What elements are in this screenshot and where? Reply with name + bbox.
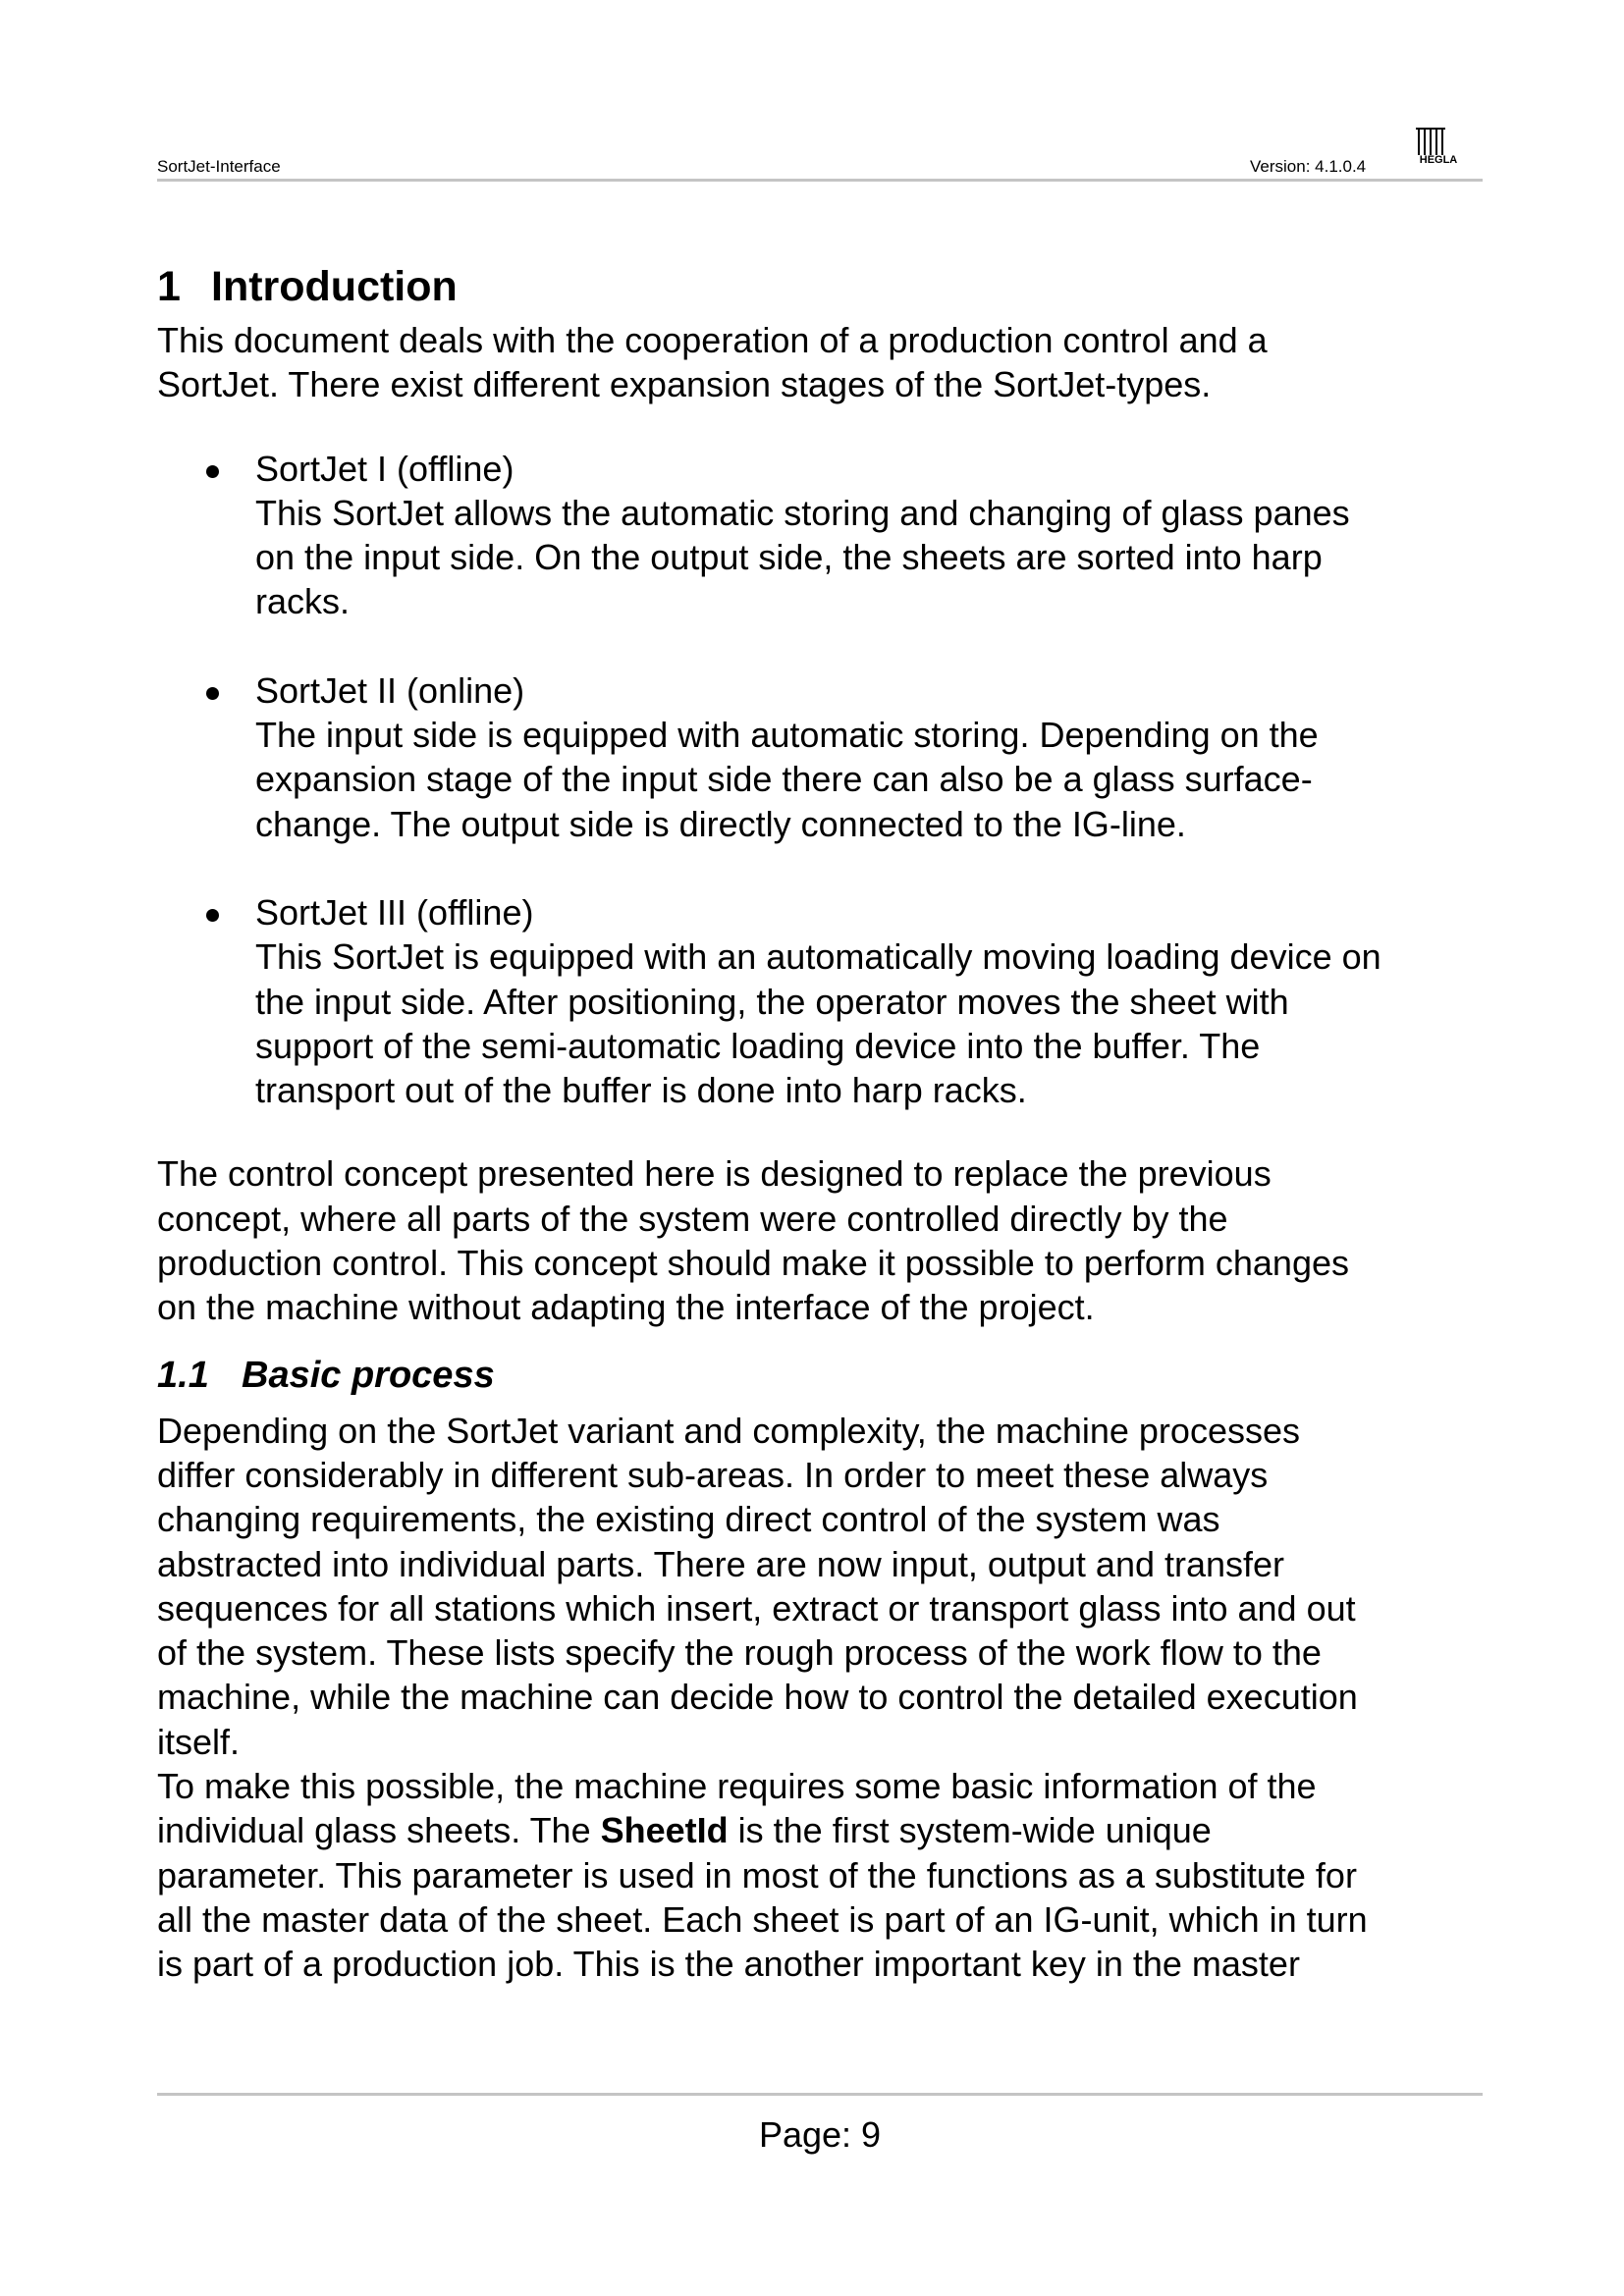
list-item-line: This SortJet is equipped with an automatically moving loading device on [255,936,1381,978]
section-1-1-title: Basic process [242,1354,495,1396]
sheetid-term: SheetId [600,1810,729,1851]
document-name: SortJet-Interface [157,157,281,176]
list-item-line: support of the semi-automatic loading device into the buffer. The [255,1025,1261,1066]
bullet-icon [206,687,219,700]
basic-process-paragraph [157,1409,1502,1987]
section-1-title: Introduction [211,263,458,310]
body-line: changing requirements, the existing direct control of the system was [157,1499,1220,1540]
list-item-line: transport out of the buffer is done into harp racks. [255,1070,1027,1111]
concept-line: The control concept presented here is designed to replace the previous [157,1153,1272,1195]
section-1-1-heading [157,1352,1502,1399]
body-line: Depending on the SortJet variant and complexity, the machine processes [157,1410,1300,1451]
body-line: of the system. These lists specify the rough process of the work flow to the [157,1632,1322,1674]
svg-text:HEGLA: HEGLA [1419,154,1458,166]
hegla-logo [1414,126,1463,167]
bullet-icon [206,909,219,922]
body-line: abstracted into individual parts. There are now input, output and transfer [157,1543,1285,1584]
section-1-heading [157,257,1502,316]
body-line: machine, while the machine can decide how to control the detailed execution [157,1677,1358,1718]
body-line: parameter. This parameter is used in most of the functions as a substitute for [157,1854,1357,1896]
body-line: is the first system-wide unique [728,1810,1212,1851]
list-item-sortjet-2 [157,668,1502,846]
list-item-line: expansion stage of the input side there can also be a glass surface- [255,759,1313,800]
body-line: is part of a production job. This is the another important key in the master [157,1944,1300,1985]
body-line: differ considerably in different sub-areas. In order to meet these always [157,1454,1269,1495]
list-item-title: SortJet I (offline) [255,448,514,489]
intro-line: SortJet. There exist different expansion stages of the SortJet-types. [157,364,1212,405]
version-label: Version: 4.1.0.4 [1250,157,1367,176]
footer-rule [157,2093,1483,2096]
concept-paragraph [157,1151,1502,1329]
document-body [157,257,1502,1987]
section-1-1-number: 1.1 [157,1354,209,1396]
bullet-icon [206,465,219,478]
intro-paragraph [157,318,1502,407]
list-item-line: racks. [255,581,351,622]
body-line: all the master data of the sheet. Each sheet is part of an IG-unit, which in turn [157,1898,1368,1940]
list-item-line: change. The output side is directly connected to the IG-line. [255,803,1186,844]
list-item-line: This SortJet allows the automatic storing and changing of glass panes [255,492,1350,533]
body-line: To make this possible, the machine requires some basic information of the [157,1766,1317,1807]
concept-line: production control. This concept should make it possible to perform changes [157,1243,1349,1284]
list-item-line: The input side is equipped with automatic storing. Depending on the [255,715,1319,756]
section-1-number: 1 [157,263,181,310]
concept-line: concept, where all parts of the system were controlled directly by the [157,1198,1228,1239]
concept-line: on the machine without adapting the interface of the project. [157,1287,1095,1328]
body-line: sequences for all stations which insert, extract or transport glass into and out [157,1587,1356,1629]
header-rule [157,179,1483,182]
list-item-title: SortJet III (offline) [255,891,534,933]
list-item-line: on the input side. On the output side, the sheets are sorted into harp [255,537,1323,578]
page-number: Page: 9 [758,2114,882,2155]
sortjet-types-list [157,447,1502,1113]
intro-line: This document deals with the cooperation of a production control and a [157,320,1268,360]
body-line: itself. [157,1721,241,1762]
list-item-sortjet-3 [157,890,1502,1112]
list-item-sortjet-1 [157,447,1502,624]
body-line: individual glass sheets. The [157,1810,601,1851]
list-item-line: the input side. After positioning, the operator moves the sheet with [255,981,1289,1022]
list-item-title: SortJet II (online) [255,669,525,711]
